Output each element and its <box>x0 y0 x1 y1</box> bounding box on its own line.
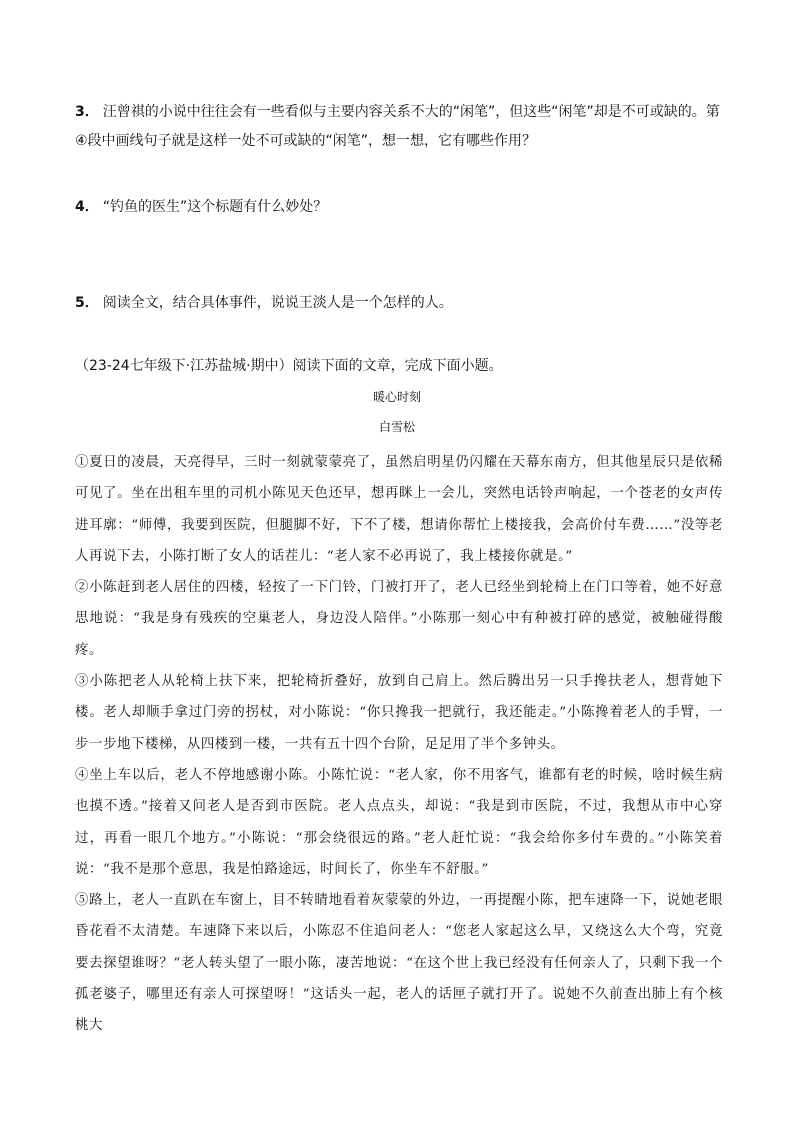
article-body <box>75 447 723 1042</box>
question-number: 3． <box>75 104 99 120</box>
question-text: 阅读全文，结合具体事件，说说王淡人是一个怎样的人。 <box>102 295 453 311</box>
article-title: 暖心时刻 <box>372 390 421 404</box>
question-number: 4． <box>75 199 99 215</box>
question-text: 汪曾祺的小说中往往会有一些看似与主要内容关系不大的“闲笔”，但这些“闲笔”却是不可或缺的。第④段中画线句子就是这样一处不可或缺的“闲笔”，想一想，它有哪些作用？ <box>75 104 720 149</box>
reading-source-line: （23-24七年级下·江苏盐城·期中）阅读下面的文章，完成下面小题。 <box>75 358 503 374</box>
question-4 <box>75 193 725 222</box>
question-number: 5． <box>75 295 99 311</box>
article-paragraph: ②小陈赶到老人居住的四楼，轻按了一下门铃，门被打开了，老人已经坐到轮椅上在门口等着，她不好意思地说：“我是身有残疾的空巢老人，身边没人陪伴。”小陈那一刻心中有种被打碎的感觉，被触碰得酸疼。 <box>75 580 723 658</box>
question-5 <box>75 289 725 318</box>
article-paragraph: ⑤路上，老人一直趴在车窗上，目不转睛地看着灰蒙蒙的外边，一再提醒小陈，把车速降一下，说她老眼昏花看不太清楚。车速降下来以后，小陈忍不住追问老人：“您老人家起这么早，又绕这么大个弯，究竟要去探望谁呀？”老人转头望了一眼小陈，凄苦地说：“在这个世上我已经没有任何亲人了，只剩下我一个孤老婆子，哪里还有亲人可探望呀！”这话头一起，老人的话匣子就打开了。说她不久前查出肺上有个核桃大 <box>75 893 723 1034</box>
article-author: 白雪松 <box>378 420 415 434</box>
article-paragraph: ③小陈把老人从轮椅上扶下来，把轮椅折叠好，放到自己肩上。然后腾出另一只手搀扶老人，想背她下楼。老人却顺手拿过门旁的拐杖，对小陈说：“你只搀我一把就行，我还能走。”小陈搀着老人的手臂，一步一步地下楼梯，从四楼到一楼，一共有五十四个台阶，足足用了半个多钟头。 <box>75 674 723 752</box>
article-paragraph: ④坐上车以后，老人不停地感谢小陈。小陈忙说：“老人家，你不用客气，谁都有老的时候，啥时候生病也摸不透。”接着又问老人是否到市医院。老人点点头，却说：“我是到市医院，不过，我想从市中心穿过，再看一眼几个地方。”小陈说：“那会绕很远的路。”老人赶忙说：“我会给你多付车费的。”小陈笑着说：“我不是那个意思，我是怕路途远，时间长了，你坐车不舒服。” <box>75 767 723 877</box>
question-text: “钓鱼的医生”这个标题有什么妙处？ <box>102 199 328 215</box>
article-paragraph: ①夏日的凌晨，天亮得早，三时一刻就蒙蒙亮了，虽然启明星仍闪耀在天幕东南方，但其他星辰只是依稀可见了。坐在出租车里的司机小陈见天色还早，想再眯上一会儿，突然电话铃声响起，一个苍老的女声传进耳廓：“师傅，我要到医院，但腿脚不好，下不了楼，想请你帮忙上楼接我，会高价付车费……”没等老人再说下去，小陈打断了女人的话茬儿：“老人家不必再说了，我上楼接你就是。” <box>75 455 723 564</box>
question-3 <box>75 98 725 156</box>
